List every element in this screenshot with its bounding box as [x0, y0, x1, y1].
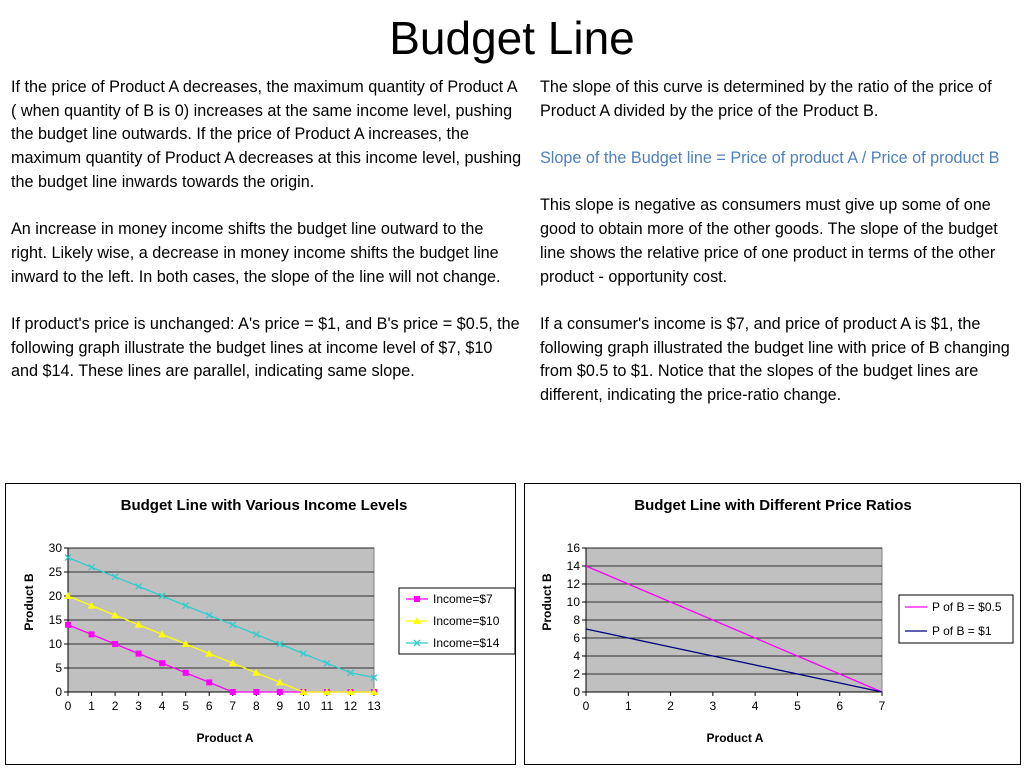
y-tick-label: 14: [566, 559, 580, 573]
legend-label: P of B = $1: [932, 624, 992, 638]
x-tick-label: 2: [667, 699, 674, 713]
y-tick-label: 5: [55, 661, 62, 675]
data-point: [253, 689, 259, 695]
y-axis-label: Product B: [540, 573, 554, 631]
y-tick-label: 10: [566, 595, 580, 609]
x-tick-label: 6: [205, 699, 213, 713]
x-tick-label: 5: [794, 699, 801, 713]
plot-area: [49, 541, 381, 713]
paragraph-unchanged-price: If product's price is unchanged: A's price = $1, and B's price = $0.5, the following graph illustrate the budget lines at income level of $7, $10 and $14. These lines are parallel, indicating same slope.: [11, 315, 520, 381]
x-tick-label: 6: [836, 699, 844, 713]
chart-title: Budget Line with Various Income Levels: [120, 497, 408, 514]
data-point: [230, 689, 236, 695]
x-tick-label: 10: [296, 699, 311, 713]
y-tick-label: 0: [55, 685, 62, 699]
right-text-column: [540, 76, 1016, 431]
data-point: [183, 670, 189, 676]
data-point: [277, 689, 283, 695]
paragraph-slope-definition: The slope of this curve is determined by the ratio of the price of Product A divided by the price of the Product B.: [540, 78, 992, 120]
x-tick-label: 1: [624, 699, 632, 713]
x-tick-label: 7: [878, 699, 886, 713]
y-tick-label: 12: [566, 577, 580, 591]
x-tick-label: 9: [276, 699, 284, 713]
x-tick-label: 0: [64, 699, 72, 713]
paragraph-negative-slope: This slope is negative as consumers must give up some of one good to obtain more of the other goods. The slope of the budget line shows the relative price of one product in terms of the other product - opportunity cost.: [540, 196, 998, 286]
x-tick-label: 1: [88, 699, 95, 713]
data-point: [136, 651, 142, 657]
slope-formula: Slope of the Budget line = Price of product A / Price of product B: [540, 149, 1000, 168]
x-tick-label: 11: [320, 699, 334, 713]
x-tick-label: 4: [158, 699, 166, 713]
y-tick-label: 2: [573, 667, 580, 681]
x-tick-label: 5: [182, 699, 190, 713]
left-text-column: [11, 76, 523, 408]
y-tick-label: 20: [48, 589, 62, 603]
legend-marker: [414, 596, 420, 602]
x-axis-label: Product A: [706, 731, 764, 745]
x-tick-label: 12: [343, 699, 358, 713]
data-point: [206, 679, 212, 685]
data-point: [159, 660, 165, 666]
data-point: [65, 622, 71, 628]
x-tick-label: 7: [229, 699, 237, 713]
y-tick-label: 4: [573, 649, 580, 663]
y-tick-label: 8: [573, 613, 580, 627]
legend-label: Income=$7: [433, 592, 493, 606]
x-tick-label: 3: [709, 699, 717, 713]
y-tick-label: 0: [573, 685, 580, 699]
chart-title: Budget Line with Different Price Ratios: [634, 497, 912, 514]
x-tick-label: 0: [582, 699, 590, 713]
y-tick-label: 16: [566, 541, 580, 555]
y-tick-label: 25: [48, 565, 62, 579]
price-ratios-chart: [524, 483, 1021, 765]
x-tick-label: 3: [135, 699, 142, 713]
slide-title: Budget Line: [389, 12, 635, 64]
y-axis-label: Product B: [22, 573, 36, 631]
data-point: [112, 641, 118, 647]
income-levels-chart: [5, 483, 516, 765]
legend-label: P of B = $0.5: [932, 600, 1002, 614]
plot-area: [567, 541, 886, 713]
income-levels-chart-svg: [6, 484, 515, 764]
y-tick-label: 10: [48, 637, 62, 651]
legend-label: Income=$14: [433, 636, 500, 650]
data-point: [89, 631, 95, 637]
x-tick-label: 13: [367, 699, 381, 713]
paragraph-price-ratio: If a consumer's income is $7, and price of product A is $1, the following graph illustrated the budget line with price of B changing from $0.5 to $1. Notice that the slopes of the budget lines are different, indicating the price-ratio change.: [540, 314, 1010, 405]
paragraph-income-change: An increase in money income shifts the budget line outward to the right. Likely wise, a decrease in money income shifts the budget line inward to the left. In both cases, the slope of the line will not change.: [11, 220, 501, 286]
x-tick-label: 8: [252, 699, 260, 713]
paragraph-price-change: If the price of Product A decreases, the maximum quantity of Product A ( when quantity of B is 0) increases at the same income level, pushing the budget line outwards. If the price of Product A increases, the maximum quantity of Product A decreases at this income level, pushing the budget line inwards towards the origin.: [11, 78, 522, 191]
y-tick-label: 15: [48, 613, 62, 627]
x-axis-label: Product A: [196, 731, 254, 745]
y-tick-label: 30: [48, 541, 62, 555]
x-tick-label: 4: [751, 699, 759, 713]
x-tick-label: 2: [111, 699, 119, 713]
y-tick-label: 6: [573, 631, 580, 645]
price-ratios-chart-svg: [525, 484, 1020, 764]
legend-label: Income=$10: [433, 614, 500, 628]
